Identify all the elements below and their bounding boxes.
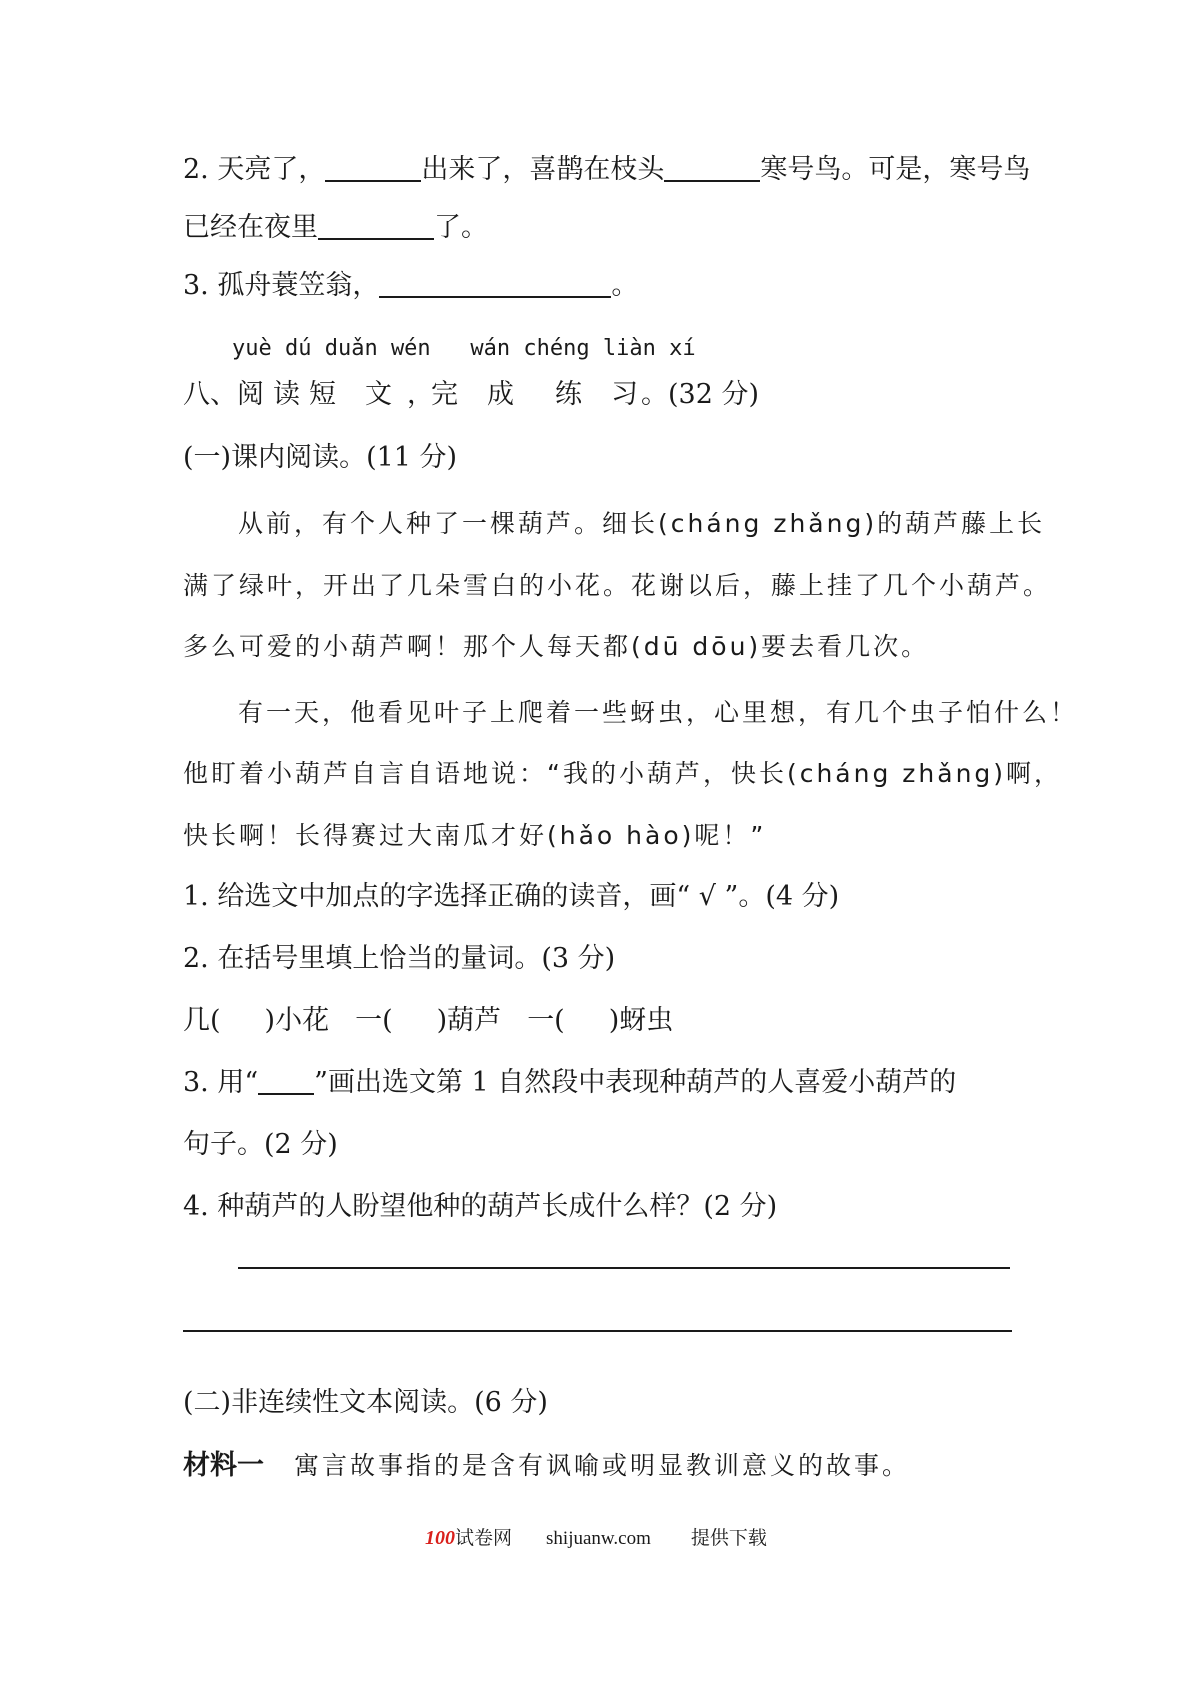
section-8-score: 。(32 分) (641, 379, 760, 410)
title-char: 习 (611, 379, 638, 410)
section-8-pinyin: yuè dú duǎn wén wán chéng liàn xí (232, 336, 696, 361)
passage-line: 多么可爱的小葫芦啊！那个人每天都(dū dōu)要去看几次。 (183, 632, 930, 661)
title-char: 阅 (237, 379, 264, 410)
passage-line: 有一天，他看见叶子上爬着一些蚜虫，心里想，有几个虫子怕什么！ (238, 698, 1079, 727)
question-2: 2. 在括号里填上恰当的量词。(3 分) (183, 943, 616, 974)
fill-item-2-text-a: 2. 天亮了， (183, 154, 326, 185)
fill-item-2-text-e: 了。 (434, 212, 488, 243)
passage-line: 他盯着小葫芦自言自语地说：“我的小葫芦，快长(cháng zhǎng)啊， (183, 759, 1063, 788)
material-text: 寓言故事指的是含有讽喻或明显教训意义的故事。 (294, 1451, 911, 1480)
measure-word-open: 几( (183, 1005, 221, 1036)
question-1: 1. 给选文中加点的字选择正确的读音，画“ √ ”。(4 分) (183, 881, 840, 912)
site-name: 试卷网 (455, 1528, 513, 1549)
material-1 (183, 1446, 910, 1486)
title-char: 练 (555, 379, 582, 410)
fill-item-3 (183, 266, 638, 306)
title-char: 八、 (183, 379, 237, 410)
site-logo: 100 (425, 1527, 455, 1549)
passage-line: 快长啊！长得赛过大南瓜才好(hǎo hào)呢！” (183, 821, 767, 850)
question-3-line-1 (183, 1063, 956, 1103)
site-link[interactable]: shijuanw.com (546, 1528, 651, 1549)
footer (425, 1526, 767, 1551)
question-3-text-a: 3. 用“ (183, 1067, 259, 1098)
fill-item-2-text-c: 寒号鸟。可是，寒号鸟 (760, 154, 1031, 185)
question-3-text-b: ”画出选文第 1 自然段中表现种葫芦的人喜爱小葫芦的 (314, 1067, 957, 1098)
fill-item-3-text: 3. 孤舟蓑笠翁， (183, 270, 380, 301)
answer-blank[interactable] (325, 152, 421, 182)
fill-item-2-text-b: 出来了，喜鹊在枝头 (421, 154, 665, 185)
title-char: 短 (309, 379, 336, 410)
measure-word-noun: )蚜虫 (608, 1005, 674, 1036)
section-8-title (183, 375, 759, 415)
fill-item-2-text-d: 已经在夜里 (183, 212, 318, 243)
question-2-items (183, 1001, 673, 1041)
material-label: 材料一 (183, 1450, 264, 1481)
answer-line[interactable] (183, 1330, 1012, 1332)
title-char: 成 (487, 379, 514, 410)
passage-line: 满了绿叶，开出了几朵雪白的小花。花谢以后，藤上挂了几个小葫芦。 (183, 571, 1052, 600)
answer-blank[interactable] (379, 268, 611, 298)
title-char: 完 (431, 379, 458, 410)
measure-word-noun: )葫芦 (436, 1005, 502, 1036)
footer-note: 提供下载 (690, 1528, 767, 1549)
underline-sample (258, 1065, 314, 1095)
question-3-line-2: 句子。(2 分) (183, 1129, 338, 1160)
fill-item-2-line-1 (183, 150, 1030, 190)
part-1-heading: (一)课内阅读。(11 分) (183, 442, 458, 473)
fill-item-2-line-2 (183, 208, 488, 248)
title-char: ， (407, 379, 434, 410)
passage-line: 从前，有个人种了一棵葫芦。细长(cháng zhǎng)的葫芦藤上长 (238, 509, 1046, 538)
answer-line[interactable] (238, 1267, 1010, 1269)
question-4: 4. 种葫芦的人盼望他种的葫芦长成什么样？(2 分) (183, 1191, 778, 1222)
measure-word-noun: )小花 (264, 1005, 330, 1036)
answer-blank[interactable] (664, 152, 760, 182)
title-char: 读 (273, 379, 300, 410)
measure-word-open: 一( (527, 1005, 565, 1036)
measure-word-open: 一( (355, 1005, 393, 1036)
answer-blank[interactable] (318, 210, 434, 240)
title-char: 文 (365, 379, 392, 410)
part-2-heading: (二)非连续性文本阅读。(6 分) (183, 1387, 548, 1418)
fill-item-3-end: 。 (611, 270, 639, 301)
